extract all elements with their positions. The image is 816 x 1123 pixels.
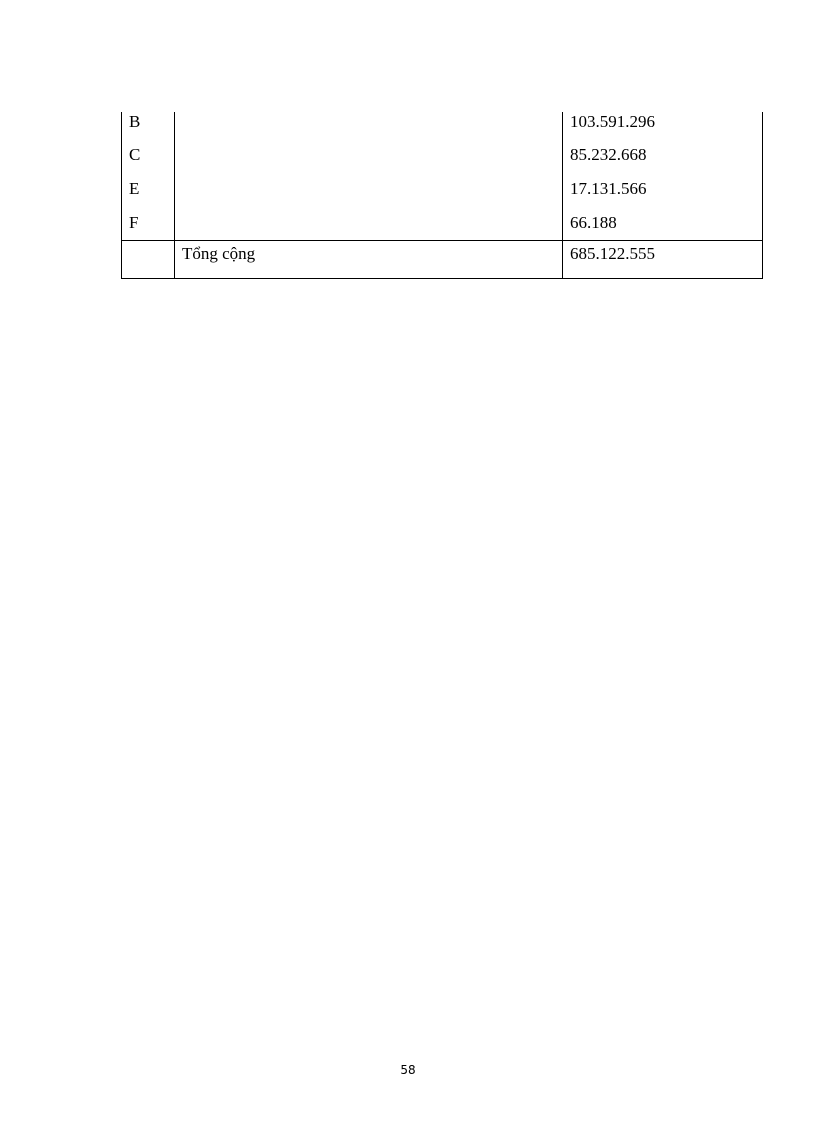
row-name <box>175 172 563 206</box>
row-amount: 17.131.566 <box>563 172 763 206</box>
table-row <box>122 172 763 206</box>
row-code: F <box>122 206 175 241</box>
total-code <box>122 241 175 279</box>
total-label: Tổng cộng <box>175 241 563 279</box>
row-amount: 85.232.668 <box>563 138 763 172</box>
row-amount: 103.591.296 <box>563 112 763 138</box>
row-name <box>175 138 563 172</box>
row-amount: 66.188 <box>563 206 763 241</box>
row-code: E <box>122 172 175 206</box>
page-number: 58 <box>400 1063 416 1077</box>
table-row <box>122 138 763 172</box>
table-row <box>122 206 763 241</box>
row-code: C <box>122 138 175 172</box>
row-code: B <box>122 112 175 138</box>
table-row <box>122 112 763 138</box>
total-row <box>122 241 763 279</box>
row-name <box>175 206 563 241</box>
summary-table <box>121 112 763 279</box>
row-name <box>175 112 563 138</box>
total-amount: 685.122.555 <box>563 241 763 279</box>
